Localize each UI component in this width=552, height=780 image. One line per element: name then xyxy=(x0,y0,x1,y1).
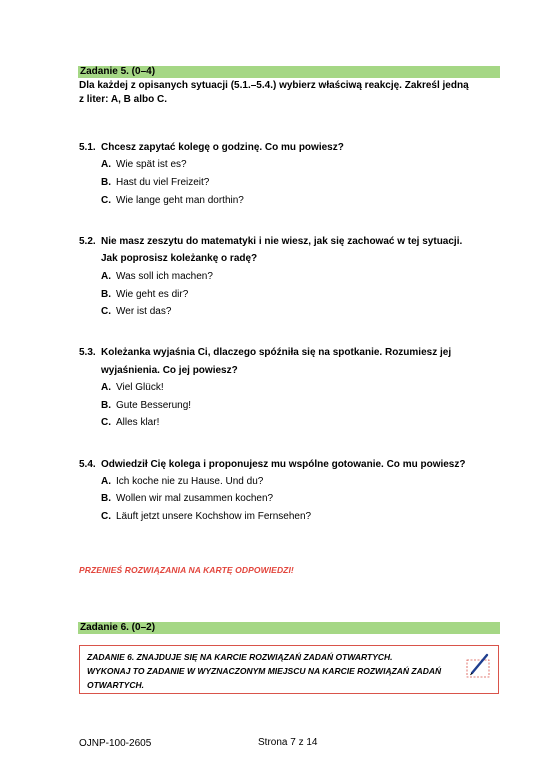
task6-info-text xyxy=(87,650,457,692)
option-5-3-b[interactable] xyxy=(101,400,191,412)
option-5-1-b[interactable] xyxy=(101,177,209,189)
task6-info-line1: ZADANIE 6. ZNAJDUJE SIĘ NA KARCIE ROZWIĄZAŃ ZADAŃ OTWARTYCH. xyxy=(87,652,393,662)
question-5-4-number: 5.4. xyxy=(79,459,96,470)
task6-info-line2: WYKONAJ TO ZADANIE W WYZNACZONYM MIEJSCU NA KARCIE ROZWIĄZAŃ ZADAŃ xyxy=(87,666,442,676)
document-code: OJNP-100-2605 xyxy=(79,738,152,749)
option-5-4-c[interactable] xyxy=(101,511,311,523)
option-letter: B. xyxy=(101,493,111,504)
task6-info-line3: OTWARTYCH. xyxy=(87,680,144,690)
option-5-2-b[interactable] xyxy=(101,289,188,301)
option-letter: C. xyxy=(101,306,111,317)
option-text: Gute Besserung! xyxy=(116,400,192,411)
option-letter: A. xyxy=(101,476,111,487)
option-5-4-b[interactable] xyxy=(101,493,273,505)
page-number: Strona 7 z 14 xyxy=(258,737,318,748)
pen-on-answer-sheet-icon xyxy=(466,652,492,680)
option-letter: C. xyxy=(101,417,111,428)
option-text: Wie spät ist es? xyxy=(116,159,187,170)
option-letter: C. xyxy=(101,511,111,522)
task5-header: Zadanie 5. (0–4) xyxy=(78,66,500,78)
option-text: Viel Glück! xyxy=(116,382,164,393)
question-5-2-number: 5.2. xyxy=(79,236,96,247)
option-text: Was soll ich machen? xyxy=(116,271,213,282)
option-5-2-a[interactable] xyxy=(101,271,213,283)
option-5-2-c[interactable] xyxy=(101,306,171,318)
option-5-3-a[interactable] xyxy=(101,382,164,394)
option-letter: A. xyxy=(101,271,111,282)
task6-header: Zadanie 6. (0–2) xyxy=(78,622,500,634)
question-5-1-text: Chcesz zapytać kolegę o godzinę. Co mu powiesz? xyxy=(101,142,344,153)
option-text: Wie lange geht man dorthin? xyxy=(116,195,244,206)
task6-info-box xyxy=(79,645,499,694)
question-5-2-text-line1: Nie masz zeszytu do matematyki i nie wiesz, jak się zachować w tej sytuacji. xyxy=(101,236,463,247)
question-5-3-text-line2: wyjaśnienia. Co jej powiesz? xyxy=(101,365,238,376)
question-5-2-text-line2: Jak poprosisz koleżankę o radę? xyxy=(101,253,258,264)
option-5-1-a[interactable] xyxy=(101,159,187,171)
question-5-4-text: Odwiedził Cię kolega i proponujesz mu wspólne gotowanie. Co mu powiesz? xyxy=(101,459,466,470)
option-text: Läuft jetzt unsere Kochshow im Fernsehen? xyxy=(116,511,312,522)
question-5-3-text-line1: Koleżanka wyjaśnia Ci, dlaczego spóźniła się na spotkanie. Rozumiesz jej xyxy=(101,347,452,358)
task5-instruction-line2: z liter: A, B albo C. xyxy=(79,94,167,105)
option-text: Ich koche nie zu Hause. Und du? xyxy=(116,476,264,487)
option-5-3-c[interactable] xyxy=(101,417,159,429)
transfer-answers-note: PRZENIEŚ ROZWIĄZANIA NA KARTĘ ODPOWIEDZI! xyxy=(79,565,294,575)
option-5-4-a[interactable] xyxy=(101,476,263,488)
option-letter: C. xyxy=(101,195,111,206)
question-5-1-number: 5.1. xyxy=(79,142,96,153)
option-5-1-c[interactable] xyxy=(101,195,244,207)
option-letter: B. xyxy=(101,177,111,188)
option-letter: A. xyxy=(101,159,111,170)
option-text: Wer ist das? xyxy=(116,306,172,317)
option-text: Wie geht es dir? xyxy=(116,289,189,300)
task5-instruction-line1: Dla każdej z opisanych sytuacji (5.1.–5.4.) wybierz właściwą reakcję. Zakreśl jedną xyxy=(79,80,469,91)
option-text: Wollen wir mal zusammen kochen? xyxy=(116,493,274,504)
option-text: Hast du viel Freizeit? xyxy=(116,177,210,188)
question-5-3-number: 5.3. xyxy=(79,347,96,358)
option-letter: B. xyxy=(101,400,111,411)
option-letter: A. xyxy=(101,382,111,393)
option-text: Alles klar! xyxy=(116,417,160,428)
option-letter: B. xyxy=(101,289,111,300)
